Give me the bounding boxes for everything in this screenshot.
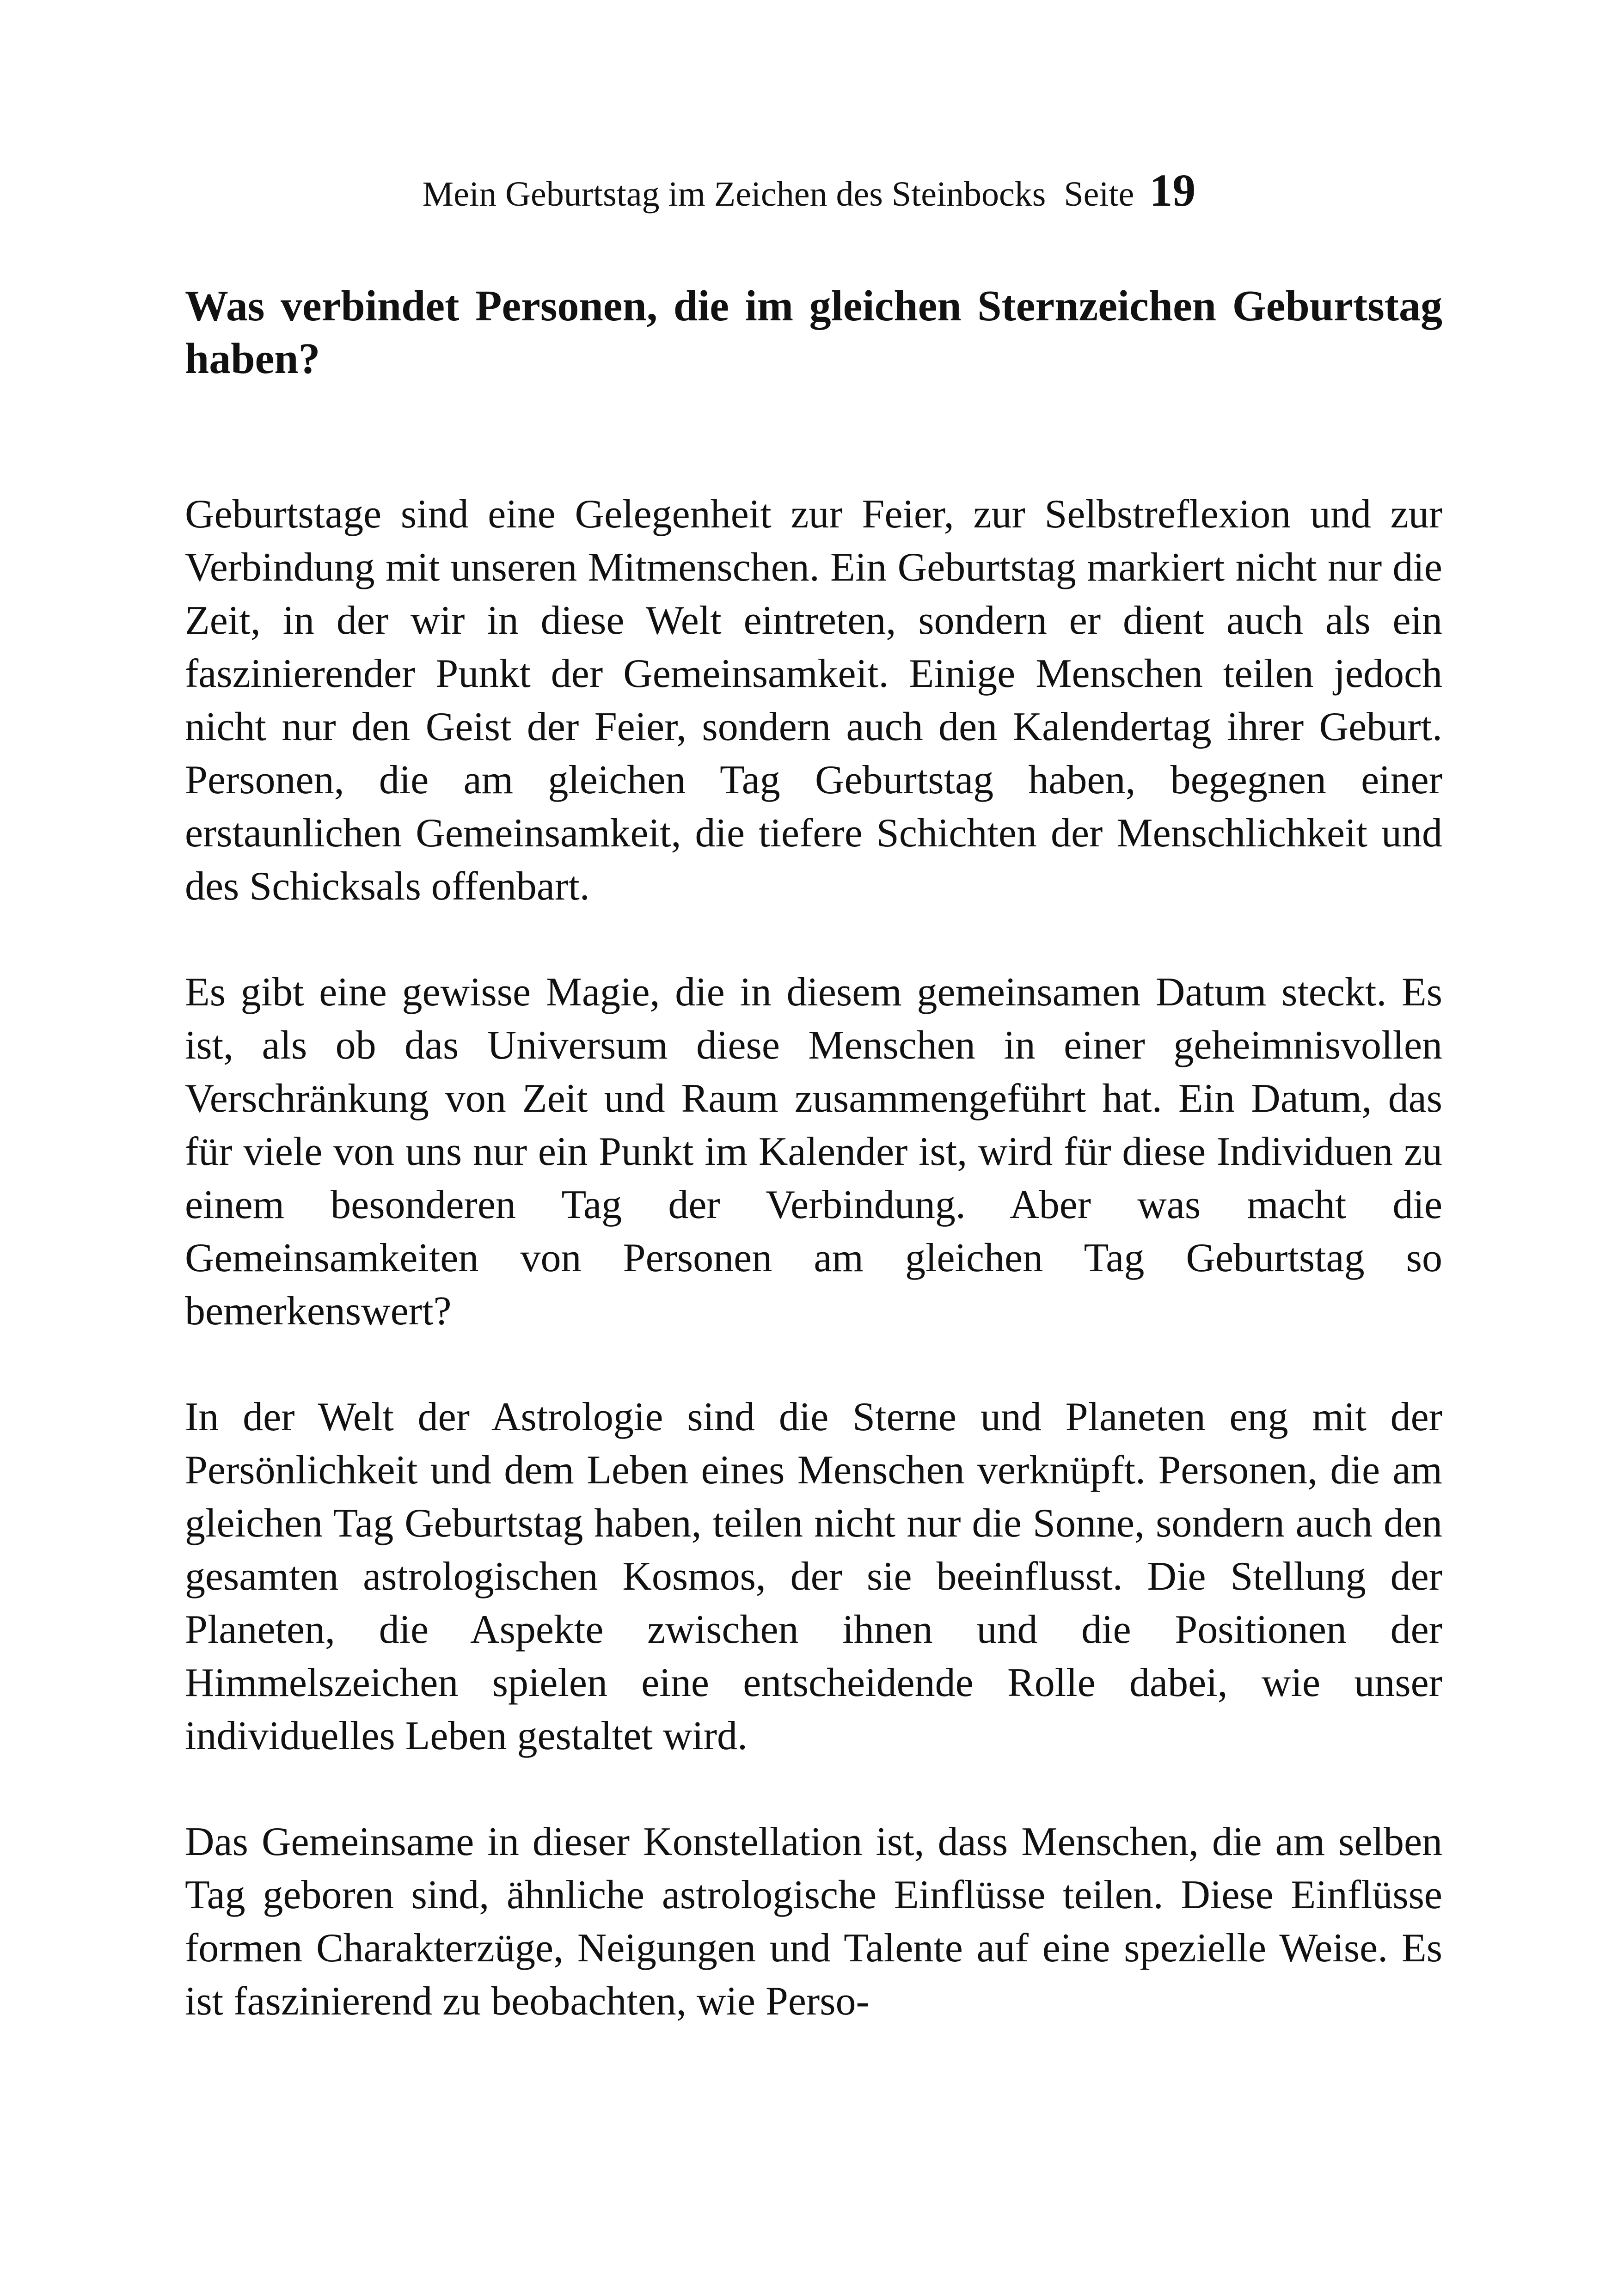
body-paragraph-3: In der Welt der Astrologie sind die Sterne und Planeten eng mit der Persönlichkeit und dem Leben eines Menschen verknüpft. Personen, die am gleichen Tag Geburtstag haben, teilen nicht nur die Sonne, sondern auch den gesamten astrologischen Kosmos, der sie beeinflusst. Die Stellung der Planeten, die Aspekte zwischen ihnen und die Positionen der Himmelszeichen spielen eine entscheidende Rolle dabei, wie unser individuelles Leben gestaltet wird. <box>185 1395 1442 1758</box>
page-label: Seite <box>1064 175 1134 214</box>
chapter-title: Was verbindet Personen, die im gleichen Sternzeichen Geburtstag haben? <box>185 282 1442 383</box>
body-paragraph-2: Es gibt eine gewisse Magie, die in diesem gemeinsamen Datum steckt. Es ist, als ob das Universum diese Menschen in einer geheimnisvollen Verschränkung von Zeit und Raum zusammengeführt hat. Ein Datum, das für viele von uns nur ein Punkt im Kalender ist, wird für diese Individuen zu einem besonderen Tag der Verbindung. Aber was macht die Gemeinsamkeiten von Personen am gleichen Tag Geburtstag so bemerkenswert? <box>185 970 1442 1334</box>
page-content <box>185 280 1442 2028</box>
book-title: Mein Geburtstag im Zeichen des Steinbocks <box>422 175 1046 214</box>
body-paragraph-1: Geburtstage sind eine Gelegenheit zur Feier, zur Selbstreflexion und zur Verbindung mit unseren Mitmenschen. Ein Geburtstag markiert nicht nur die Zeit, in der wir in diese Welt eintreten, sondern er dient auch als ein faszinierender Punkt der Gemeinsamkeit. Einige Menschen teilen jedoch nicht nur den Geist der Feier, sondern auch den Kalendertag ihrer Geburt. Personen, die am gleichen Tag Geburtstag haben, begegnen einer erstaunlichen Gemeinsamkeit, die tiefere Schichten der Menschlichkeit und des Schicksals offenbart. <box>185 492 1442 909</box>
running-header <box>0 167 1618 217</box>
body-paragraph-4: Das Gemeinsame in dieser Konstellation ist, dass Menschen, die am selben Tag geboren sind, ähnliche astrologische Einflüsse teilen. Diese Einflüsse formen Charakterzüge, Neigungen und Talente auf eine spezielle Weise. Es ist faszinierend zu beobachten, wie Perso- <box>185 1819 1442 2024</box>
page-number: 19 <box>1149 165 1196 216</box>
